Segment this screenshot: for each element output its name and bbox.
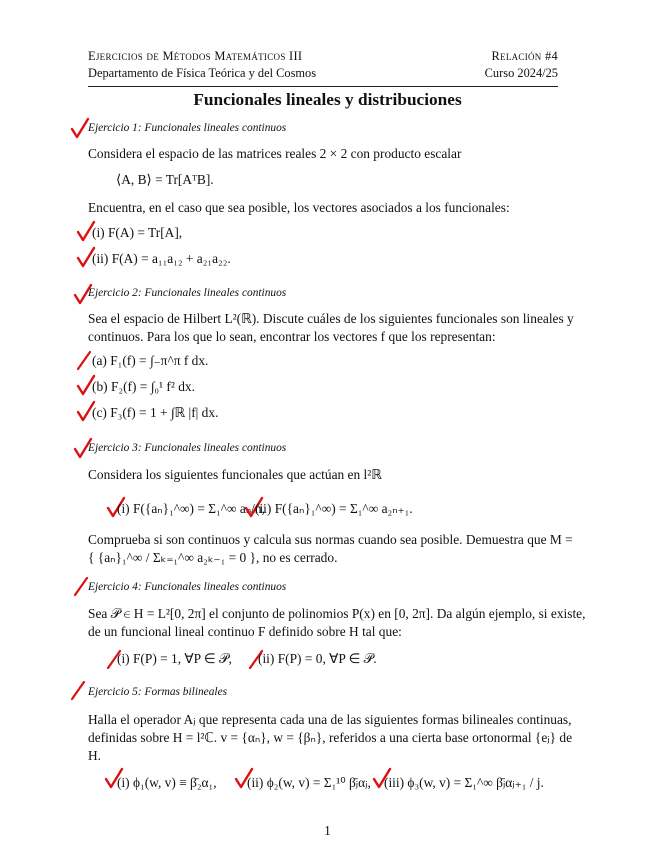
exercise-3-ask-1: Comprueba si son continuos y calcula sus normas cuando sea posible. Demuestra que M = bbox=[88, 532, 573, 547]
page-number: 1 bbox=[324, 823, 331, 838]
exercise-5-heading: Ejercicio 5: Formas bilineales bbox=[88, 686, 228, 698]
course-title: Ejercicios de Métodos Matemáticos III bbox=[88, 49, 303, 63]
exercise-5-intro-3: H. bbox=[88, 748, 102, 763]
exercise-5-intro-2: definidas sobre H = l²ℂ. v = {αₙ}, w = {βₙ}, referidos a una cierta base ortonormal {eⱼ} de bbox=[88, 730, 573, 745]
exercise-3-item-ii: (ii) F({aₙ}₁^∞) = Σ₁^∞ a₂ₙ₊₁. bbox=[255, 501, 413, 516]
exercise-1-heading: Ejercicio 1: Funcionales lineales continuos bbox=[88, 122, 287, 134]
page-title: Funcionales lineales y distribuciones bbox=[193, 90, 462, 109]
exercise-2-intro-1: Sea el espacio de Hilbert L²(ℝ). Discute cuáles de los siguientes funcionales son lineales y bbox=[88, 311, 574, 326]
relation-number: Relación #4 bbox=[491, 49, 558, 63]
exercise-5-item-i: (i) ϕ₁(w, v) ≡ β̄₂α₁, bbox=[117, 775, 217, 790]
exercise-1-item-i: (i) F(A) = Tr[A], bbox=[92, 225, 183, 240]
course-year: Curso 2024/25 bbox=[484, 66, 558, 80]
exercise-1-ask: Encuentra, en el caso que sea posible, los vectores asociados a los funcionales: bbox=[88, 200, 510, 215]
exercise-2-heading: Ejercicio 2: Funcionales lineales continuos bbox=[88, 287, 287, 299]
exercise-4-intro-1: Sea 𝒫 ∈ H = L²[0, 2π] el conjunto de polinomios P(x) en [0, 2π]. Da algún ejemplo, si existe, bbox=[88, 606, 586, 621]
exercise-4-heading: Ejercicio 4: Funcionales lineales continuos bbox=[88, 581, 287, 593]
exercise-2-item-c: (c) F₃(f) = 1 + ∫ℝ |f| dx. bbox=[92, 405, 219, 420]
exercise-1-intro: Considera el espacio de las matrices reales 2 × 2 con producto escalar bbox=[88, 146, 462, 161]
exercise-1-item-ii: (ii) F(A) = a₁₁a₁₂ + a₂₁a₂₂. bbox=[92, 251, 231, 266]
exercise-2-item-b: (b) F₂(f) = ∫₀¹ f² dx. bbox=[92, 379, 195, 394]
exercise-3-intro: Considera los siguientes funcionales que actúan en l²ℝ bbox=[88, 467, 382, 482]
slash-mark-icon bbox=[69, 678, 89, 702]
exercise-3-ask-2: { {aₙ}₁^∞ / Σₖ₌₁^∞ a₂ₖ₋₁ = 0 }, no es cerrado. bbox=[88, 550, 338, 565]
header-rule bbox=[88, 86, 558, 87]
exercise-4-item-ii: (ii) F(P) = 0, ∀P ∈ 𝒫. bbox=[258, 651, 377, 666]
exercise-2-intro-2: continuos. Para los que lo sean, encontrar los vectores f que los representan: bbox=[88, 329, 496, 344]
exercise-4-item-i: (i) F(P) = 1, ∀P ∈ 𝒫, bbox=[117, 651, 232, 666]
department: Departamento de Física Teórica y del Cosmos bbox=[88, 66, 317, 80]
exercise-4-intro-2: de un funcional lineal continuo F definido sobre H tal que: bbox=[88, 624, 402, 639]
exercise-5-item-ii: (ii) ϕ₂(w, v) = Σ₁¹⁰ β̄ⱼαⱼ, bbox=[247, 775, 371, 790]
exercise-3-item-i: (i) F({aₙ}₁^∞) = Σ₁^∞ aₙ/n, bbox=[117, 501, 265, 516]
exercise-5-item-iii: (iii) ϕ₃(w, v) = Σ₁^∞ β̄ⱼαⱼ₊₁ / j. bbox=[384, 775, 544, 790]
exercise-1-formula: ⟨A, B⟩ = Tr[AᵀB]. bbox=[116, 172, 214, 187]
check-mark-icon bbox=[70, 117, 90, 141]
exercise-3-heading: Ejercicio 3: Funcionales lineales continuos bbox=[88, 442, 287, 454]
exercise-5-intro-1: Halla el operador Aⱼ que representa cada una de las siguientes formas bilineales continuas, bbox=[88, 712, 572, 727]
exercise-2-item-a: (a) F₁(f) = ∫₋π^π f dx. bbox=[92, 353, 209, 368]
